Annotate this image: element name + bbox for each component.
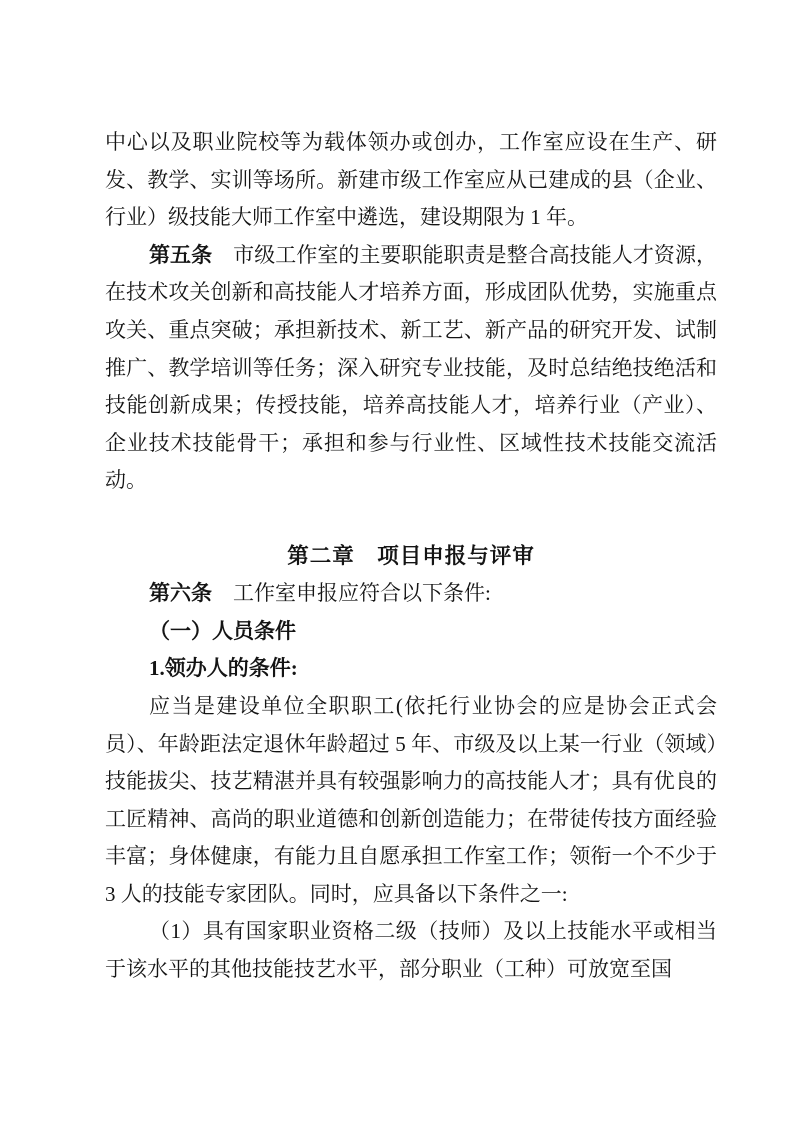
paragraph-article-5	[105, 237, 717, 500]
document-body	[105, 124, 717, 989]
paragraph-text: 工作室申报应符合以下条件:	[212, 581, 491, 606]
paragraph-article-6	[105, 575, 717, 613]
chapter-heading: 第二章 项目申报与评审	[287, 543, 535, 568]
section-heading-personnel-conditions: （一）人员条件	[149, 618, 296, 643]
paragraph-text: 市级工作室的主要职能职责是整合高技能人才资源，在技术攻关创新和高技能人才培养方面，形成团队优势，实施重点攻关、重点突破；承担新技术、新工艺、新产品的研究开发、试制推广、教学培训等任务；深入研究专业技能，及时总结绝技绝活和技能创新成果；传授技能，培养高技能人才，培养行业（产业）、企业技术技能骨干；承担和参与行业性、区域性技术技能交流活动。	[105, 242, 718, 493]
paragraph-continuation	[105, 124, 717, 237]
article-5-label: 第五条	[149, 242, 213, 267]
paragraph-leader-conditions-body: 应当是建设单位全职职工(依托行业协会的应是协会正式会员）、年龄距法定退休年龄超过 5 年、市级及以上某一行业（领域）技能拔尖、技艺精湛并具有较强影响力的高技能人才；具有优良的工匠精神、高尚的职业道德和创新创造能力；在带徒传技方面经验丰富；身体健康，有能力且自愿承担工作室工作；领衔一个不少于 3 人的技能专家团队。同时，应具备以下条件之一:	[105, 693, 717, 906]
subsection-heading-leader-conditions: 1.领办人的条件:	[149, 656, 298, 681]
paragraph-text: 中心以及职业院校等为载体领办或创办，工作室应设在生产、研发、教学、实训等场所。新建市级工作室应从已建成的县（企业、行业）级技能大师工作室中遴选，建设期限为 1 年。	[105, 130, 717, 230]
paragraph-condition-1: （1）具有国家职业资格二级（技师）及以上技能水平或相当于该水平的其他技能技艺水平，部分职业（工种）可放宽至国	[105, 919, 717, 982]
article-6-label: 第六条	[149, 581, 212, 606]
